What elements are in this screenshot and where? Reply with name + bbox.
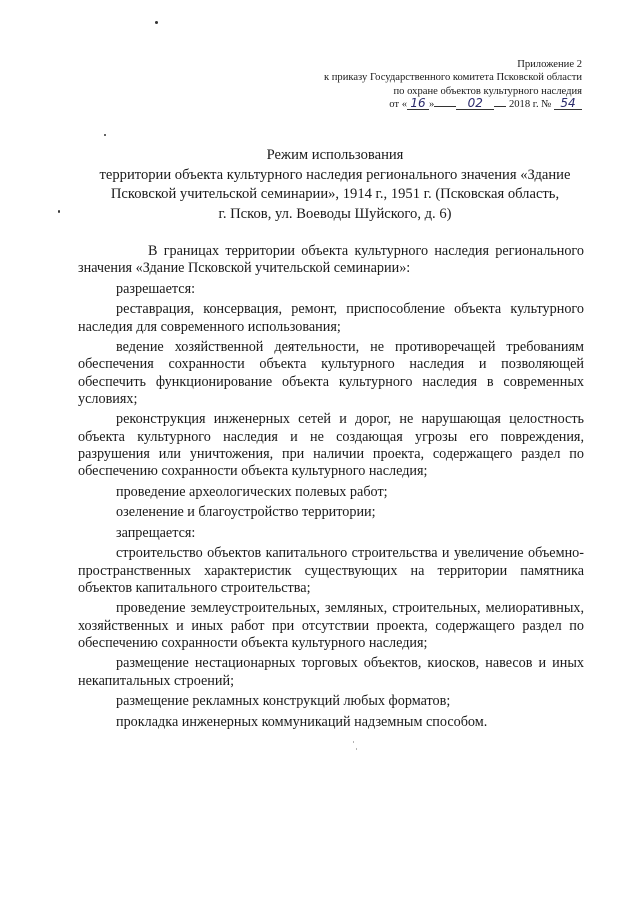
prohibited-item: прокладка инженерных коммуникаций надземным способом. [116, 713, 488, 730]
date-prefix: от « [389, 99, 407, 111]
prohibited-item: строительство объектов капитального строительства и увеличение объемно-пространственных характеристик существующих на территории памятника объектов капитального строительства; [78, 545, 584, 596]
prohibited-item: размещение рекламных конструкций любых форматов; [116, 693, 451, 710]
allowed-item: реконструкция инженерных сетей и дорог, не нарушающая целостность объекта культурного наследия и не создающая угрозы его повреждения, разрушения или уничтожения, при наличии проекта, содержащего раздел по обеспечению сохранности объекта культурного наследия; [78, 411, 584, 479]
intro-paragraph: В границах территории объекта культурного наследия регионального значения «Здание Псковской учительской семинарии»: [78, 243, 584, 277]
document-title [70, 146, 600, 224]
appendix-date-line [252, 98, 582, 111]
date-gap [434, 106, 456, 107]
appendix-order-ref: к приказу Государственного комитета Псковской области [323, 72, 582, 84]
title-line-4: г. Псков, ул. Воеводы Шуйского, д. 6) [218, 205, 452, 222]
prohibited-item: размещение нестационарных торговых объектов, киосков, навесов и иных некапитальных строений; [78, 655, 584, 689]
title-line-3: Псковской учительской семинарии», 1914 г., 1951 г. (Псковская область, [110, 186, 560, 202]
scan-speck [353, 741, 354, 743]
document-body [78, 243, 584, 731]
allowed-item: озеленение и благоустройство территории; [116, 504, 376, 521]
scan-speck [104, 134, 106, 136]
title-line-1: Режим использования [266, 147, 404, 163]
allowed-label: разрешается: [116, 280, 196, 297]
allowed-item: ведение хозяйственной деятельности, не противоречащей требованиям обеспечения сохранности объекта культурного наследия и позволяющей обеспечить функционирование объекта культурного наследия в современных условиях; [78, 339, 584, 407]
title-line-2: территории объекта культурного наследия регионального значения «Здание [99, 166, 571, 183]
allowed-item: проведение археологических полевых работ; [116, 483, 388, 500]
date-mid: » [429, 99, 435, 111]
appendix-header [252, 58, 582, 112]
scan-speck [356, 748, 357, 750]
date-day: 16 [407, 98, 429, 110]
order-number: 54 [554, 98, 582, 110]
date-gap [494, 106, 506, 107]
prohibited-label: запрещается: [116, 524, 196, 541]
date-year: 2018 г. № [508, 99, 552, 111]
appendix-committee: по охране объектов культурного наследия [393, 85, 582, 97]
prohibited-item: проведение землеустроительных, земляных, строительных, мелиоративных, хозяйственных и иных работ при отсутствии проекта, содержащего раздел по обеспечению сохранности объекта культурного наследия; [78, 600, 584, 651]
appendix-number: Приложение 2 [517, 59, 582, 70]
scan-speck [155, 21, 158, 24]
date-month: 02 [456, 98, 494, 110]
allowed-item: реставрация, консервация, ремонт, приспособление объекта культурного наследия для современного использования; [78, 301, 584, 335]
scan-speck [58, 210, 60, 213]
